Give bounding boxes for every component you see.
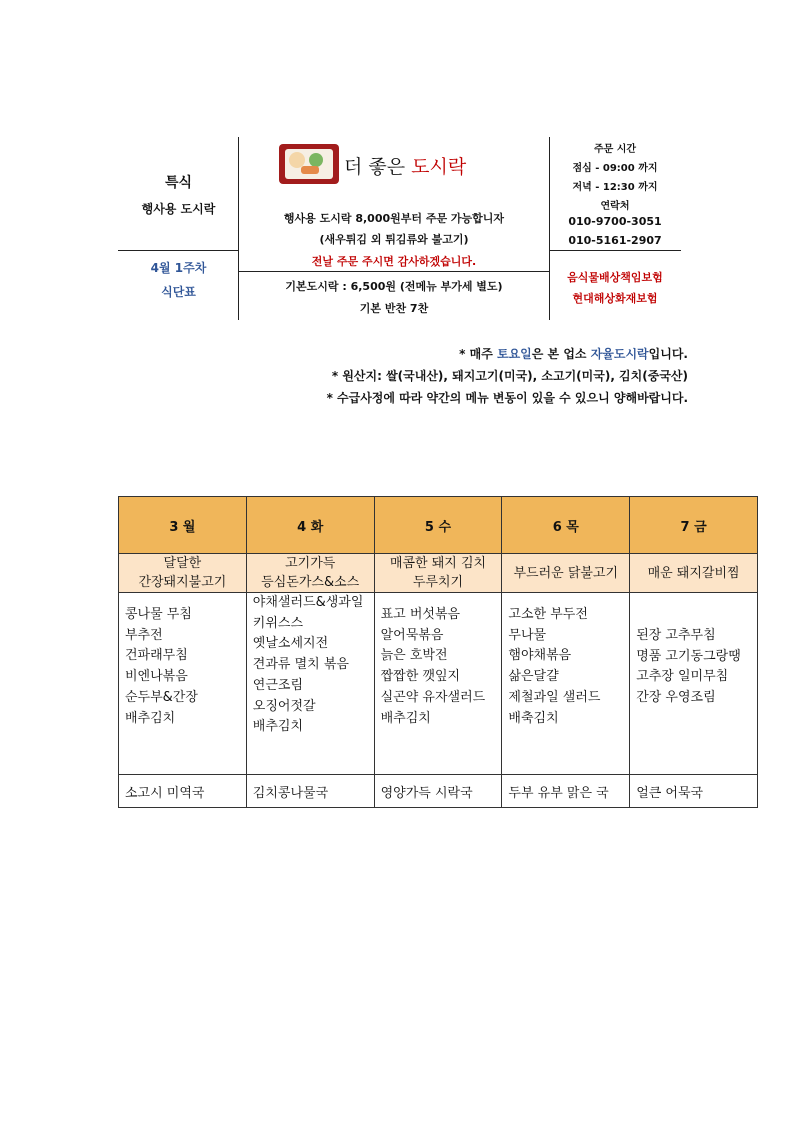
main-dish-line: 매운 돼지갈비찜 — [647, 565, 740, 581]
side-dish-item: 삶은달걀 — [508, 669, 559, 685]
notice-saturday-mid: 은 본 업소 — [531, 347, 591, 361]
notice-saturday-day: 토요일 — [497, 347, 532, 361]
order-info-line: 행사용 도시락 8,000원부터 주문 가능합니자 — [283, 212, 505, 225]
lunch-deadline: 점심 - 09:00 까지 — [572, 163, 658, 174]
side-dish-item: 배축김치 — [508, 710, 559, 726]
side-dish-item: 순두부&간장 — [125, 689, 198, 705]
side-dish-item: 알어묵볶음 — [380, 627, 444, 643]
notice-origin: * 원산지: 쌀(국내산), 돼지고기(미국), 소고기(미국), 김치(중국산) — [331, 369, 688, 383]
side-dish-item: 옛날소세지전 — [252, 636, 329, 652]
fried-note-line: (새우튀김 외 튀김류와 불고기) — [319, 233, 469, 246]
event-lunchbox-label: 행사용 도시락 — [141, 202, 216, 216]
day-header: 7 금 — [630, 497, 758, 554]
side-dish-item: 고추장 일미무침 — [636, 669, 729, 685]
brand-prefix: 더 좋은 — [344, 156, 406, 178]
side-dish-item: 배추김치 — [252, 719, 304, 735]
main-dish-cell — [246, 554, 374, 593]
advance-order-note: 전날 주문 주시면 감사하겠습니다. — [311, 255, 477, 268]
side-dish-item: 비엔나볶음 — [125, 669, 188, 685]
side-dish-item: 햄야채볶음 — [508, 648, 572, 664]
phone-number-2[interactable]: 010-5161-2907 — [568, 234, 662, 247]
notice-saturday-pre: * 매주 — [459, 347, 497, 361]
side-dish-item: 건파래무침 — [125, 648, 188, 664]
side-dish-item: 배추김치 — [380, 710, 431, 726]
order-time-label: 주문 시간 — [593, 144, 637, 155]
lunchbox-image — [279, 144, 339, 184]
side-dish-item: 된장 고추무침 — [636, 628, 716, 643]
main-dish-line: 달달한 — [163, 556, 202, 571]
main-dish-line: 매콤한 돼지 김치 — [389, 556, 487, 571]
notice-menu-change: * 수급사정에 따라 약간의 메뉴 변동이 있을 수 있으니 양해바랍니다. — [326, 391, 688, 405]
side-dish-item: 늙은 호박전 — [380, 648, 448, 664]
day-header: 3 월 — [119, 497, 247, 554]
header-rule-center — [239, 271, 549, 272]
day-header-row — [119, 497, 758, 554]
side-dish-item: 배추김치 — [125, 710, 176, 726]
main-dish-line: 간장돼지불고기 — [138, 575, 227, 590]
day-header: 6 목 — [502, 497, 630, 554]
side-dish-item: 짭짭한 깻잎지 — [380, 669, 461, 685]
side-dish-item: 표고 버섯볶음 — [380, 607, 461, 622]
header-rule-right — [549, 250, 681, 251]
side-dish-item: 견과류 멸치 볶음 — [252, 657, 349, 673]
menu-table-label: 식단표 — [161, 285, 196, 299]
notice-saturday-post: 입니다. — [648, 347, 688, 361]
day-header: 4 화 — [246, 497, 374, 554]
main-dish-cell — [630, 554, 758, 593]
main-dish-cell — [502, 554, 630, 593]
dinner-deadline: 저녁 - 12:30 까지 — [572, 182, 658, 193]
soup-cell: 얼큰 어묵국 — [630, 775, 758, 808]
main-dish-line: 부드러운 닭불고기 — [513, 565, 619, 581]
side-dish-item: 제철과일 샐러드 — [508, 689, 601, 705]
brand-title — [344, 152, 466, 179]
basic-sides-count: 기본 반찬 7찬 — [359, 302, 429, 315]
main-dish-line: 고기가득 — [285, 556, 336, 571]
contact-label: 연락처 — [600, 201, 630, 212]
side-dish-cell — [119, 593, 247, 775]
brand-suffix: 도시락 — [411, 156, 467, 178]
side-dish-item: 키위스스 — [252, 615, 304, 631]
main-dish-line: 등심돈가스&소스 — [261, 575, 360, 590]
week-label: 4월 1주차 — [150, 261, 207, 275]
side-dish-item: 야채샐러드&생과일 — [252, 595, 364, 610]
main-dish-row — [119, 554, 758, 593]
side-dish-cell — [374, 593, 502, 775]
side-dish-cell — [630, 593, 758, 775]
side-dish-item: 오징어젓갈 — [252, 698, 316, 714]
special-label: 특식 — [164, 175, 193, 191]
soup-cell: 두부 유부 맑은 국 — [502, 775, 630, 808]
soup-cell: 소고시 미역국 — [119, 775, 247, 808]
side-dish-item: 콩나물 무침 — [125, 607, 192, 622]
side-dish-item: 실곤약 유자샐러드 — [380, 689, 486, 705]
soup-cell: 영양가득 시락국 — [374, 775, 502, 808]
day-header: 5 수 — [374, 497, 502, 554]
side-dish-item: 명품 고기동그랑땡 — [636, 648, 741, 664]
side-dish-item: 간장 우영조림 — [636, 690, 716, 706]
side-dish-cell — [246, 593, 374, 775]
header-rule-left — [118, 250, 239, 251]
weekly-menu-table — [118, 496, 758, 808]
side-dish-item: 고소한 부두전 — [508, 607, 588, 622]
main-dish-cell — [374, 554, 502, 593]
side-dish-item: 연근조림 — [252, 677, 304, 693]
phone-number-1[interactable]: 010-9700-3051 — [568, 215, 662, 228]
notice-saturday — [459, 345, 688, 362]
soup-row — [119, 775, 758, 808]
side-dish-cell — [502, 593, 630, 775]
main-dish-line: 두루치기 — [412, 575, 464, 590]
notice-self-lunchbox: 자율도시락 — [590, 347, 649, 361]
side-dish-item: 무나물 — [508, 627, 547, 643]
side-dish-row — [119, 593, 758, 775]
insurance-line-1: 음식물배상책임보험 — [567, 271, 663, 284]
basic-lunchbox-price: 기본도시락 : 6,500원 (전메뉴 부가세 별도) — [285, 280, 503, 293]
side-dish-item: 부추전 — [125, 627, 163, 643]
main-dish-cell — [119, 554, 247, 593]
insurance-line-2: 현대해상화재보험 — [572, 292, 658, 305]
soup-cell: 김치콩나물국 — [246, 775, 374, 808]
